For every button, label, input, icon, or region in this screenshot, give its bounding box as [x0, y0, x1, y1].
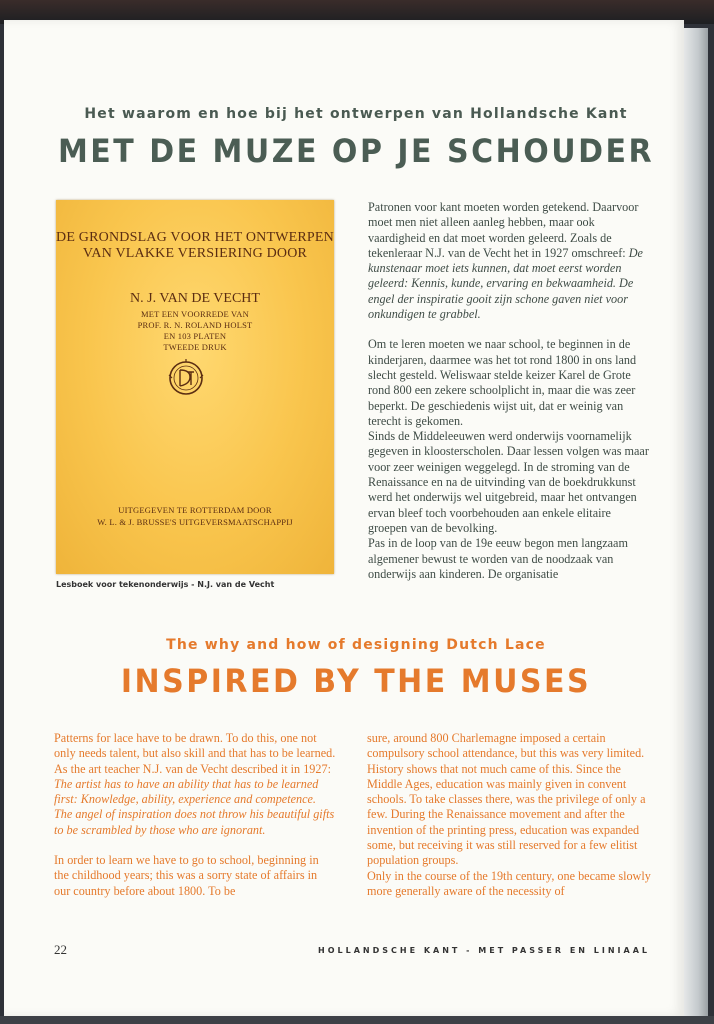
- dutch-body-column: [368, 200, 652, 582]
- dutch-headline: MET DE MUZE OP JE SCHOUDER: [57, 132, 655, 171]
- page-number: 22: [54, 942, 67, 957]
- image-caption: Lesboek voor tekenonderwijs - N.J. van de Vecht: [56, 580, 275, 589]
- english-quote: The artist has to have an ability that has to be learned first: Knowledge, ability, experience and competence. The angel of inspiration does not throw his beautiful gifts to be scrambled by those who are ignorant.: [54, 776, 335, 837]
- english-paragraph-2: In order to learn we have to go to school, beginning in the childhood years; this was a sorry state of affairs in our country before about 1800. To be: [54, 853, 319, 898]
- scan-background-bottom: [0, 1016, 714, 1024]
- book-plates: EN 103 PLATEN: [163, 331, 227, 341]
- english-headline: INSPIRED BY THE MUSES: [120, 662, 592, 701]
- page-edge: [684, 28, 708, 1016]
- dutch-quote: De kunstenaar moet iets kunnen, dat moet eerst worden geleerd: Kennis, kunde, ervaring en bekwaamheid. De engel der inspiratie gooit zijn schone gaven niet voor onkundigen te grabbel.: [368, 245, 643, 322]
- book-publisher: [56, 504, 334, 528]
- running-footer: HOLLANDSCHE KANT - MET PASSER EN LINIAAL: [318, 946, 650, 955]
- dutch-paragraph-2: Om te leren moeten we naar school, te beginnen in de kinderjaren, daarmee was het tot rond 1800 in ons land slecht gesteld. Weliswaar stelde keizer Karel de Grote rond 800 een zekere schoolplicht in, maar die was zeer beperkt. De geschiedenis wijst uit, dat er weinig van terecht is gekomen.: [368, 337, 637, 428]
- dutch-kicker: Het waarom en hoe bij het ontwerpen van Hollandsche Kant: [84, 106, 628, 122]
- english-paragraph-4: Only in the course of the 19th century, one became slowly more generally aware of the necessity of: [367, 868, 651, 898]
- english-paragraph-3: sure, around 800 Charlemagne imposed a certain compulsory school attendance, but this was very limited. History shows that not much came of this. Since the Middle Ages, education was mainly given in convent schools. To take classes there, was the privilege of only a few. During the Renaissance movement and after the invention of the printing press, education was expanded some, but receiving it was still reserved for a few elitist population groups.: [367, 731, 646, 868]
- book-foreword-line1: MET EEN VOORREDE VAN: [141, 309, 249, 319]
- english-body-column-right: [367, 731, 653, 899]
- book-author: N. J. VAN DE VECHT: [130, 291, 260, 306]
- dutch-paragraph-4: Pas in de loop van de 19e eeuw begon men langzaam algemener bewust te worden van de noodzaak van onderwijs aan kinderen. De organisatie: [368, 536, 628, 581]
- book-foreword-line2: PROF. R. N. ROLAND HOLST: [137, 320, 253, 330]
- book-details: [56, 309, 334, 353]
- english-body-column-left: [54, 731, 336, 899]
- book-publisher-line2: W. L. & J. BRUSSE'S UITGEVERSMAATSCHAPPIJ: [97, 517, 293, 527]
- publisher-monogram-icon: [168, 358, 204, 398]
- book-publisher-line1: UITGEGEVEN TE ROTTERDAM DOOR: [118, 505, 272, 515]
- dutch-paragraph-1: Patronen voor kant moeten worden getekend. Daarvoor moet men niet alleen aanleg hebben, maar ook vaardigheid en dat moet worden geleerd. Zoals de tekenleraar N.J. van de Vecht het in 1927 omschreef: De kunstenaar moet iets kunnen, dat moet eerst worden geleerd: Kennis, kunde, ervaring en bekwaamheid. De engel der inspiratie gooit zijn schone gaven niet voor onkundigen te grabbel.: [368, 200, 643, 322]
- book-title: DE GRONDSLAG VOOR HET ONTWERPEN VAN VLAKKE VERSIERING DOOR: [56, 230, 334, 261]
- english-paragraph-1: Patterns for lace have to be drawn. To do this, one not only needs talent, but also skill and that has to be learned. As the art teacher N.J. van de Vecht described it in 1927: The artist has to have an ability that has to be learned first: Knowledge, ability, experience and competence. The angel of inspiration does not throw his beautiful gifts to be scrambled by those who are ignorant.: [54, 731, 336, 837]
- book-edition: TWEEDE DRUK: [163, 342, 227, 352]
- english-kicker: The why and how of designing Dutch Lace: [166, 637, 546, 653]
- book-cover-image: [56, 200, 334, 574]
- dutch-paragraph-3: Sinds de Middeleeuwen werd onderwijs voornamelijk gegeven in kloosterscholen. Daar lessen volgen was maar voor zeer weinigen weggelegd. In de stroming van de Renaissance en na de uitvinding van de boekdrukkunst werd het onderwijs wel uitgebreid, maar het ontvangen ervan bleef toch voorbehouden aan enkele elitaire groepen van de bevolking.: [368, 429, 649, 535]
